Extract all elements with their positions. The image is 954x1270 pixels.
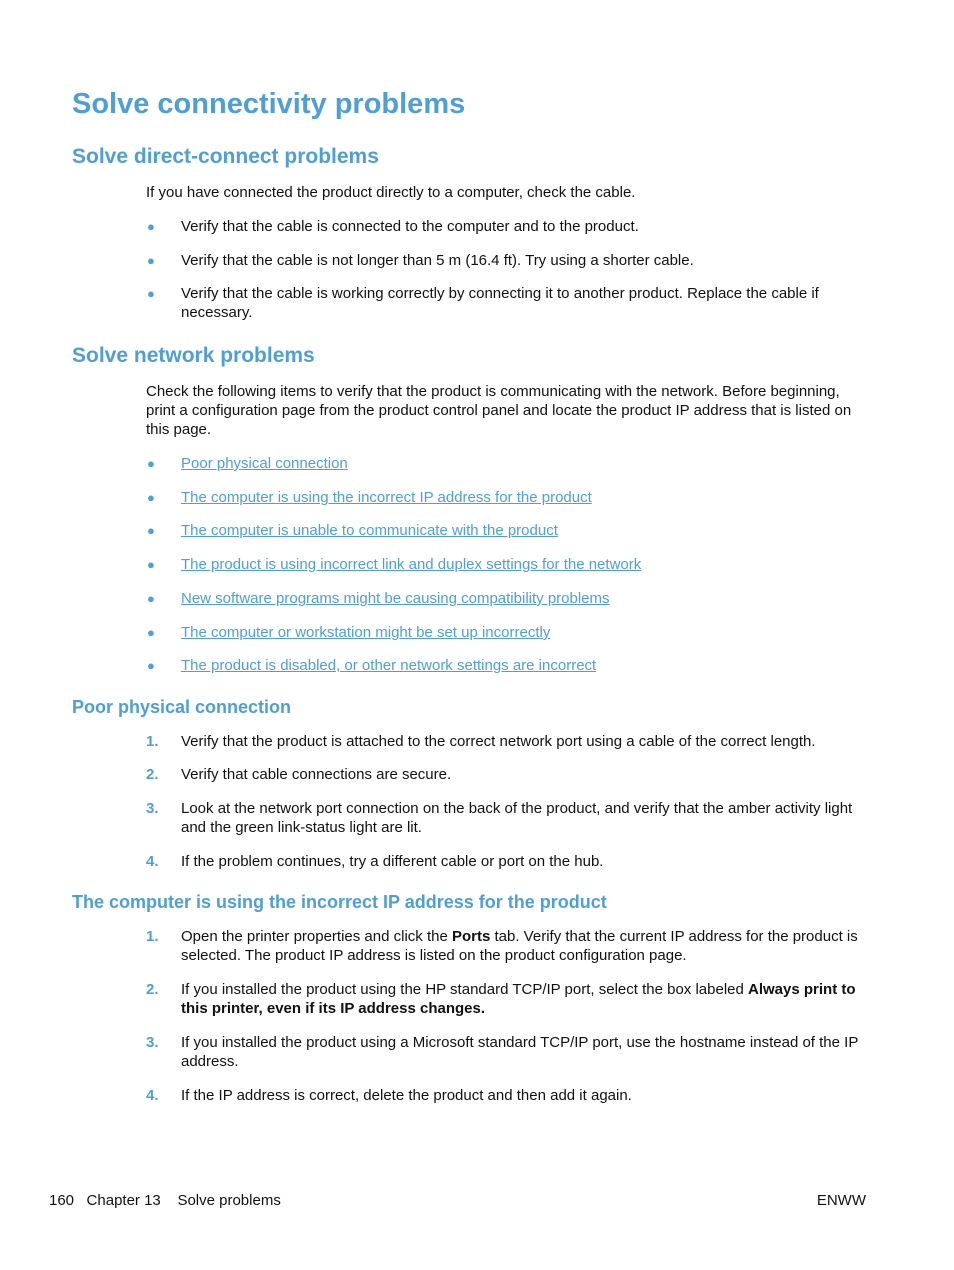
- step-text: Open the printer properties and click the Ports tab. Verify that the current IP address for the product is selected. The product IP address is listed on the product configuration page.: [181, 928, 858, 964]
- chapter-title: Solve problems: [177, 1192, 281, 1209]
- numbered-step: [146, 1086, 866, 1105]
- numbered-step: [146, 927, 866, 965]
- direct-intro: If you have connected the product directly to a computer, check the cable.: [146, 184, 636, 201]
- list-item: [146, 488, 866, 507]
- list-item: [146, 521, 866, 540]
- bullet-icon: ●: [147, 523, 155, 538]
- list-item: [146, 623, 866, 642]
- list-item-text: Verify that the cable is not longer than 5 m (16.4 ft). Try using a shorter cable.: [181, 252, 694, 269]
- step-number: 3.: [146, 800, 159, 817]
- bullet-icon: ●: [147, 219, 155, 234]
- numbered-step: [146, 732, 866, 751]
- list-item: [146, 656, 866, 675]
- step-text: If you installed the product using a Microsoft standard TCP/IP port, use the hostname instead of the IP address.: [181, 1034, 859, 1070]
- link-compatibility-problems[interactable]: New software programs might be causing compatibility problems: [181, 590, 610, 607]
- step-text: Verify that cable connections are secure.: [181, 766, 452, 783]
- list-item: [146, 251, 866, 270]
- network-intro: Check the following items to verify that the product is communicating with the network. Before beginning, print a configuration page from the product control panel and locate the product IP address that is listed on this page.: [146, 383, 852, 438]
- subsection-heading-incorrect-ip: The computer is using the incorrect IP address for the product: [72, 892, 607, 912]
- list-item: [146, 284, 866, 322]
- bullet-icon: ●: [147, 286, 155, 301]
- numbered-step: [146, 980, 866, 1018]
- step-text: If the IP address is correct, delete the product and then add it again.: [181, 1087, 632, 1104]
- list-item: [146, 555, 866, 574]
- list-item-text: Verify that the cable is connected to the computer and to the product.: [181, 218, 639, 235]
- numbered-step: [146, 852, 866, 871]
- step-number: 1.: [146, 928, 159, 945]
- bullet-icon: ●: [147, 557, 155, 572]
- chapter-label: Chapter 13: [86, 1192, 161, 1209]
- page-title: Solve connectivity problems: [72, 88, 466, 120]
- step-number: 4.: [146, 1087, 159, 1104]
- numbered-step: [146, 799, 866, 837]
- list-item-text: Verify that the cable is working correctly by connecting it to another product. Replace the cable if necessary.: [181, 285, 819, 321]
- list-item: [146, 454, 866, 473]
- link-workstation-setup[interactable]: The computer or workstation might be set up incorrectly: [181, 624, 551, 641]
- bullet-icon: ●: [147, 625, 155, 640]
- step-number: 3.: [146, 1034, 159, 1051]
- step-number: 2.: [146, 766, 159, 783]
- bullet-icon: ●: [147, 658, 155, 673]
- link-unable-to-communicate[interactable]: The computer is unable to communicate with the product: [181, 522, 558, 539]
- list-item: [146, 217, 866, 236]
- step-text: Look at the network port connection on the back of the product, and verify that the amber activity light and the green link-status light are lit.: [181, 800, 853, 836]
- numbered-step: [146, 1033, 866, 1071]
- numbered-step: [146, 765, 866, 784]
- step-text: If you installed the product using the HP standard TCP/IP port, select the box labeled Always print to this printer, even if its IP address changes.: [181, 981, 856, 1017]
- section-heading-network: Solve network problems: [72, 344, 315, 367]
- bullet-icon: ●: [147, 456, 155, 471]
- ports-tab-label: Ports: [451, 928, 491, 945]
- step-text: If the problem continues, try a different cable or port on the hub.: [181, 853, 604, 870]
- page-number: 160: [49, 1192, 75, 1209]
- checkbox-option-label: Always print to this printer, even if its IP address changes.: [181, 981, 856, 1017]
- section-heading-direct-connect: Solve direct-connect problems: [72, 145, 379, 168]
- bullet-icon: ●: [147, 591, 155, 606]
- subsection-heading-physical: Poor physical connection: [72, 697, 292, 717]
- link-link-duplex-settings[interactable]: The product is using incorrect link and duplex settings for the network: [181, 556, 642, 573]
- page-footer-right: ENWW: [816, 1192, 866, 1209]
- list-item: [146, 589, 866, 608]
- bullet-icon: ●: [147, 253, 155, 268]
- step-text: Verify that the product is attached to the correct network port using a cable of the correct length.: [181, 733, 816, 750]
- page-footer-left: [49, 1192, 281, 1209]
- step-number: 1.: [146, 733, 159, 750]
- bullet-icon: ●: [147, 490, 155, 505]
- link-poor-physical-connection[interactable]: Poor physical connection: [181, 455, 348, 472]
- step-number: 4.: [146, 853, 159, 870]
- step-number: 2.: [146, 981, 159, 998]
- link-incorrect-ip-address[interactable]: The computer is using the incorrect IP address for the product: [181, 489, 592, 506]
- link-product-disabled[interactable]: The product is disabled, or other network settings are incorrect: [181, 657, 597, 674]
